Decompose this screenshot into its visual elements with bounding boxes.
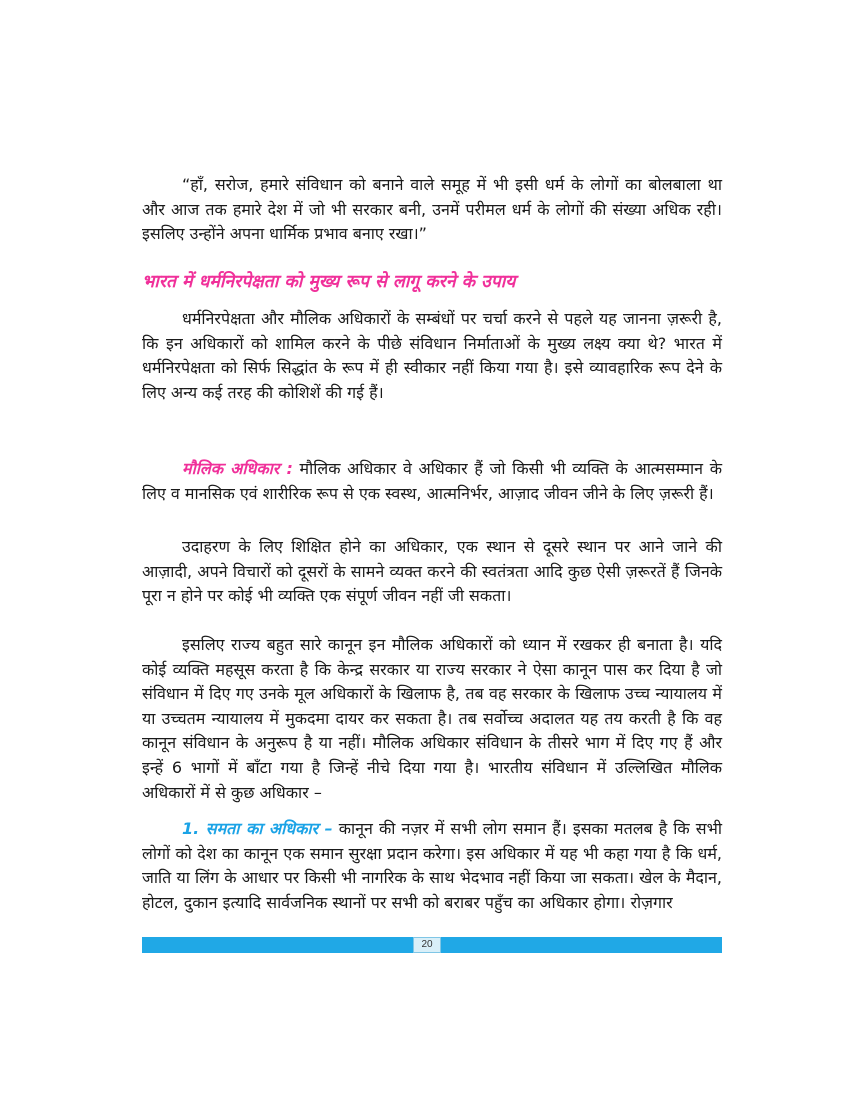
- laws-paragraph: इसलिए राज्य बहुत सारे कानून इन मौलिक अधिकारों को ध्यान में रखकर ही बनाता है। यदि कोई व्यक्ति महसूस करता है कि केन्द्र सरकार या राज्य सरकार ने ऐसा कानून पास कर दिया है जो संविधान में दिए गए उनके मूल अधिकारों के खिलाफ है, तब वह सरकार के खिलाफ उच्च न्यायालय में या उच्चतम न्यायालय में मुकदमा दायर कर सकता है। तब सर्वोच्च अदालत यह तय करती है कि वह कानून संविधान के अनुरूप है या नहीं। मौलिक अधिकार संविधान के तीसरे भाग में दिए गए हैं और इन्हें 6 भागों में बाँटा गया है जिन्हें नीचे दिया गया है। भारतीय संविधान में उल्लिखित मौलिक अधिकारों में से कुछ अधिकार –: [142, 635, 722, 802]
- fundamental-rights-paragraph: [142, 457, 722, 506]
- section-heading: भारत में धर्मनिरपेक्षता को मुख्य रूप से लागू करने के उपाय: [142, 272, 516, 292]
- equality-paragraph: [142, 817, 722, 915]
- page-number: 20: [413, 937, 441, 953]
- fundamental-rights-label: मौलिक अधिकार :: [182, 459, 293, 478]
- fundamental-rights-text: मौलिक अधिकार वे अधिकार हैं जो किसी भी व्यक्ति के आत्मसम्मान के लिए व मानसिक एवं शारीरिक रूप से एक स्वस्थ, आत्मनिर्भर, आज़ाद जीवन जीने के लिए ज़रूरी हैं।: [142, 459, 722, 503]
- equality-label: 1. समता का अधिकार –: [182, 819, 333, 838]
- intro-paragraph: धर्मनिरपेक्षता और मौलिक अधिकारों के सम्बंधों पर चर्चा करने से पहले यह जानना ज़रूरी है, कि इन अधिकारों को शामिल करने के पीछे संविधान निर्माताओं के मुख्य लक्ष्य क्या थे? भारत में धर्मनिरपेक्षता को सिर्फ सिद्धांत के रूप में ही स्वीकार नहीं किया गया है। इसे व्यावहारिक रूप देने के लिए अन्य कई तरह की कोशिशें की गई हैं।: [142, 309, 722, 402]
- equality-text: कानून की नज़र में सभी लोग समान हैं। इसका मतलब है कि सभी लोगों को देश का कानून एक समान सुरक्षा प्रदान करेगा। इस अधिकार में यह भी कहा गया है कि धर्म, जाति या लिंग के आधार पर किसी भी नागरिक के साथ भेदभाव नहीं किया जा सकता। खेल के मैदान, होटल, दुकान इत्यादि सार्वजनिक स्थानों पर सभी को बराबर पहुँच का अधिकार होगा। रोज़गार: [142, 819, 722, 912]
- quote-paragraph: “हाँ, सरोज, हमारे संविधान को बनाने वाले समूह में भी इसी धर्म के लोगों का बोलबाला था और आज तक हमारे देश में जो भी सरकार बनी, उनमें परीमल धर्म के लोगों की संख्या अधिक रही। इसलिए उन्होंने अपना धार्मिक प्रभाव बनाए रखा।”: [142, 175, 722, 244]
- example-paragraph: उदाहरण के लिए शिक्षित होने का अधिकार, एक स्थान से दूसरे स्थान पर आने जाने की आज़ादी, अपने विचारों को दूसरों के सामने व्यक्त करने की स्वतंत्रता आदि कुछ ऐसी ज़रूरतें हैं जिनके पूरा न होने पर कोई भी व्यक्ति एक संपूर्ण जीवन नहीं जी सकता।: [142, 537, 722, 606]
